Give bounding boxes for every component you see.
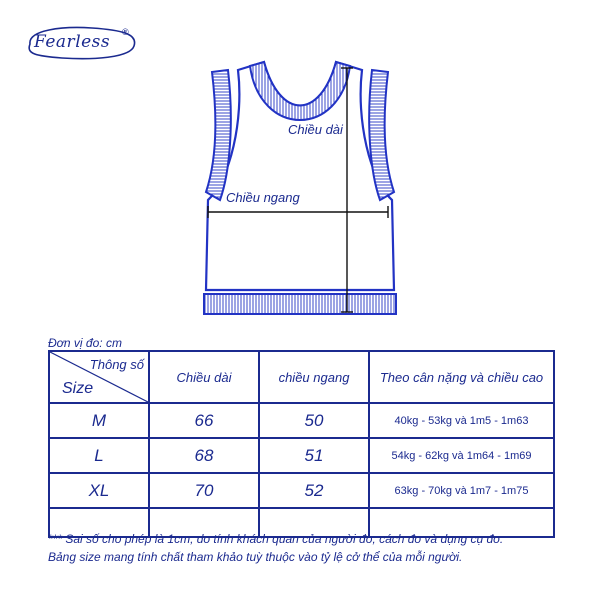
fit-cell: 63kg - 70kg và 1m7 - 1m75	[369, 473, 554, 508]
table-row	[49, 403, 554, 438]
unit-label: Đơn vị đo: cm	[48, 336, 122, 350]
header-width: chiều ngang	[259, 351, 369, 403]
size-cell: L	[49, 438, 149, 473]
size-table	[48, 350, 555, 538]
fit-cell: 40kg - 53kg và 1m5 - 1m63	[369, 403, 554, 438]
fit-cell: 54kg - 62kg và 1m64 - 1m69	[369, 438, 554, 473]
table-header-row	[49, 351, 554, 403]
table-row	[49, 438, 554, 473]
length-cell: 68	[149, 438, 259, 473]
vest-illustration	[180, 50, 420, 320]
corner-spec-label: Thông số	[89, 357, 144, 372]
registered-mark: ®	[122, 27, 129, 37]
vest-diagram	[180, 50, 420, 320]
width-cell: 52	[259, 473, 369, 508]
length-label: Chiều dài	[288, 122, 343, 137]
note-reference: Bảng size mang tính chất tham khảo tuỳ thuộc vào tỷ lệ cở thể của mỗi người.	[48, 550, 463, 564]
width-cell: 51	[259, 438, 369, 473]
size-cell: XL	[49, 473, 149, 508]
brand-name: Fearless	[34, 32, 111, 52]
table-row	[49, 473, 554, 508]
length-cell: 70	[149, 473, 259, 508]
length-cell: 66	[149, 403, 259, 438]
header-fit: Theo cân nặng và chiều cao	[369, 351, 554, 403]
width-cell: 50	[259, 403, 369, 438]
notes	[48, 530, 568, 566]
width-label: Chiều ngang	[226, 190, 300, 205]
corner-size-label: Size	[62, 380, 94, 397]
header-length: Chiều dài	[149, 351, 259, 403]
note-tolerance: *** Sai số cho phép là 1cm, do tính khách quan của người đo, cách đo và dụng cụ đo.	[48, 532, 504, 546]
size-cell: M	[49, 403, 149, 438]
corner-cell	[49, 351, 149, 403]
brand-logo	[22, 22, 140, 64]
